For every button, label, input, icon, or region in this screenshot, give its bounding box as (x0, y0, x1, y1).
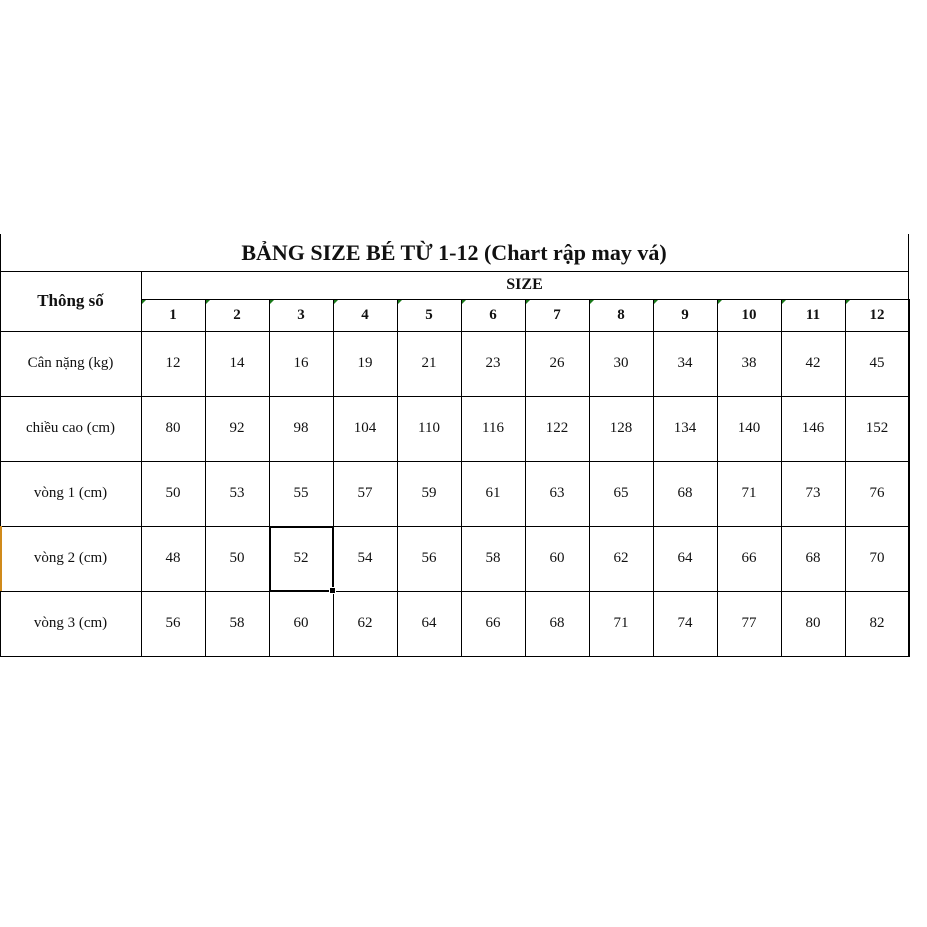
table-cell[interactable]: 68 (805, 550, 821, 566)
table-cell[interactable]: 140 (737, 420, 761, 436)
table-cell[interactable]: 66 (485, 615, 501, 631)
size-column-header[interactable] (461, 299, 525, 331)
table-cell[interactable]: 58 (485, 550, 501, 566)
size-column-header[interactable] (205, 299, 269, 331)
table-cell[interactable]: 134 (673, 420, 697, 436)
params-header: Thông số (37, 291, 104, 310)
table-cell[interactable]: 50 (229, 550, 245, 566)
table-cell[interactable]: 122 (545, 420, 569, 436)
table-cell[interactable]: 63 (549, 485, 565, 501)
table-cell[interactable]: 21 (421, 355, 437, 371)
table-cell[interactable]: 76 (869, 485, 885, 501)
table-cell[interactable]: 56 (165, 615, 181, 631)
table-cell[interactable]: 34 (677, 355, 693, 371)
size-number: 8 (617, 306, 625, 323)
table-cell[interactable]: 80 (805, 615, 821, 631)
grid-line (525, 299, 526, 657)
table-cell[interactable]: 53 (229, 485, 245, 501)
size-column-header[interactable] (525, 299, 589, 331)
table-cell[interactable]: 62 (357, 615, 373, 631)
row-label[interactable]: chiều cao (cm) (25, 420, 116, 436)
table-cell[interactable]: 60 (549, 550, 565, 566)
table-cell[interactable]: 48 (165, 550, 181, 566)
size-number: 11 (805, 306, 821, 323)
table-cell[interactable]: 12 (165, 355, 181, 371)
table-cell[interactable]: 57 (357, 485, 373, 501)
table-cell[interactable]: 42 (805, 355, 821, 371)
grid-line (781, 299, 782, 657)
row-label[interactable]: vòng 2 (cm) (33, 550, 108, 566)
table-cell[interactable]: 64 (421, 615, 437, 631)
grid-line (717, 299, 718, 657)
grid-line (0, 331, 908, 332)
size-number: 10 (741, 306, 757, 323)
table-cell[interactable]: 19 (357, 355, 373, 371)
table-cell[interactable]: 58 (229, 615, 245, 631)
size-column-header[interactable] (141, 299, 205, 331)
grid-line (589, 299, 590, 657)
size-column-header[interactable] (653, 299, 717, 331)
size-column-header[interactable] (781, 299, 845, 331)
table-cell[interactable]: 98 (293, 420, 309, 436)
table-cell[interactable]: 52 (293, 550, 309, 566)
size-number: 4 (361, 306, 369, 323)
table-cell[interactable]: 128 (609, 420, 633, 436)
table-cell[interactable]: 14 (229, 355, 245, 371)
table-cell[interactable]: 92 (229, 420, 245, 436)
size-column-header[interactable] (589, 299, 653, 331)
table-cell[interactable]: 116 (482, 420, 504, 436)
fill-handle[interactable] (329, 587, 336, 594)
grid-line (0, 526, 908, 527)
table-cell[interactable]: 23 (485, 355, 501, 371)
size-header: SIZE (506, 276, 543, 293)
size-column-header[interactable] (397, 299, 461, 331)
size-number: 5 (425, 306, 433, 323)
table-cell[interactable]: 71 (613, 615, 629, 631)
table-cell[interactable]: 64 (677, 550, 693, 566)
table-cell[interactable]: 65 (613, 485, 629, 501)
row-label[interactable]: Cân nặng (kg) (27, 355, 114, 371)
table-cell[interactable]: 54 (357, 550, 373, 566)
size-chart-sheet (0, 234, 927, 658)
grid-line (0, 234, 1, 657)
row-label[interactable]: vòng 1 (cm) (33, 485, 108, 501)
table-cell[interactable]: 74 (677, 615, 693, 631)
grid-line (397, 299, 398, 657)
grid-line (845, 299, 846, 657)
size-number: 2 (233, 306, 241, 323)
size-column-header[interactable] (717, 299, 781, 331)
table-cell[interactable]: 26 (549, 355, 565, 371)
size-number: 6 (489, 306, 497, 323)
table-cell[interactable]: 73 (805, 485, 821, 501)
grid-line (269, 299, 270, 657)
table-cell[interactable]: 38 (741, 355, 757, 371)
table-cell[interactable]: 62 (613, 550, 629, 566)
grid-line (0, 396, 908, 397)
grid-line (205, 299, 206, 657)
size-number: 7 (553, 306, 561, 323)
size-column-header[interactable] (333, 299, 397, 331)
grid-line (0, 271, 908, 272)
table-cell[interactable]: 60 (293, 615, 309, 631)
grid-line (653, 299, 654, 657)
size-column-header[interactable] (845, 299, 909, 331)
table-cell[interactable]: 146 (801, 420, 825, 436)
table-cell[interactable]: 68 (549, 615, 565, 631)
table-cell[interactable]: 70 (869, 550, 885, 566)
active-row-marker (0, 526, 2, 591)
table-cell[interactable]: 110 (418, 420, 440, 436)
size-column-header[interactable] (269, 299, 333, 331)
grid-line (333, 299, 334, 657)
size-number: 3 (297, 306, 305, 323)
table-cell[interactable]: 152 (865, 420, 889, 436)
grid-line (908, 234, 909, 657)
table-cell[interactable]: 77 (741, 615, 757, 631)
grid-line (0, 591, 908, 592)
table-cell[interactable]: 30 (613, 355, 629, 371)
table-cell[interactable]: 80 (165, 420, 181, 436)
table-cell[interactable]: 71 (741, 485, 757, 501)
table-cell[interactable]: 45 (869, 355, 885, 371)
table-cell[interactable]: 82 (869, 615, 885, 631)
table-cell[interactable]: 55 (293, 485, 309, 501)
grid-line (461, 299, 462, 657)
grid-line (0, 656, 908, 657)
table-cell[interactable]: 66 (741, 550, 757, 566)
row-label[interactable]: vòng 3 (cm) (33, 615, 108, 631)
table-cell[interactable]: 50 (165, 485, 181, 501)
table-cell[interactable]: 56 (421, 550, 437, 566)
grid-line (141, 271, 142, 657)
selected-cell-outline[interactable] (269, 526, 334, 592)
table-cell[interactable]: 61 (485, 485, 501, 501)
size-number: 1 (169, 306, 177, 323)
chart-title: BẢNG SIZE BÉ TỪ 1-12 (Chart rập may vá) (241, 239, 667, 265)
table-cell[interactable]: 68 (677, 485, 693, 501)
table-cell[interactable]: 104 (353, 420, 377, 436)
table-cell[interactable]: 59 (421, 485, 437, 501)
table-cell[interactable]: 16 (293, 355, 309, 371)
size-number: 9 (681, 306, 689, 323)
size-number: 12 (869, 306, 885, 323)
grid-line (909, 299, 910, 657)
grid-line (0, 461, 908, 462)
